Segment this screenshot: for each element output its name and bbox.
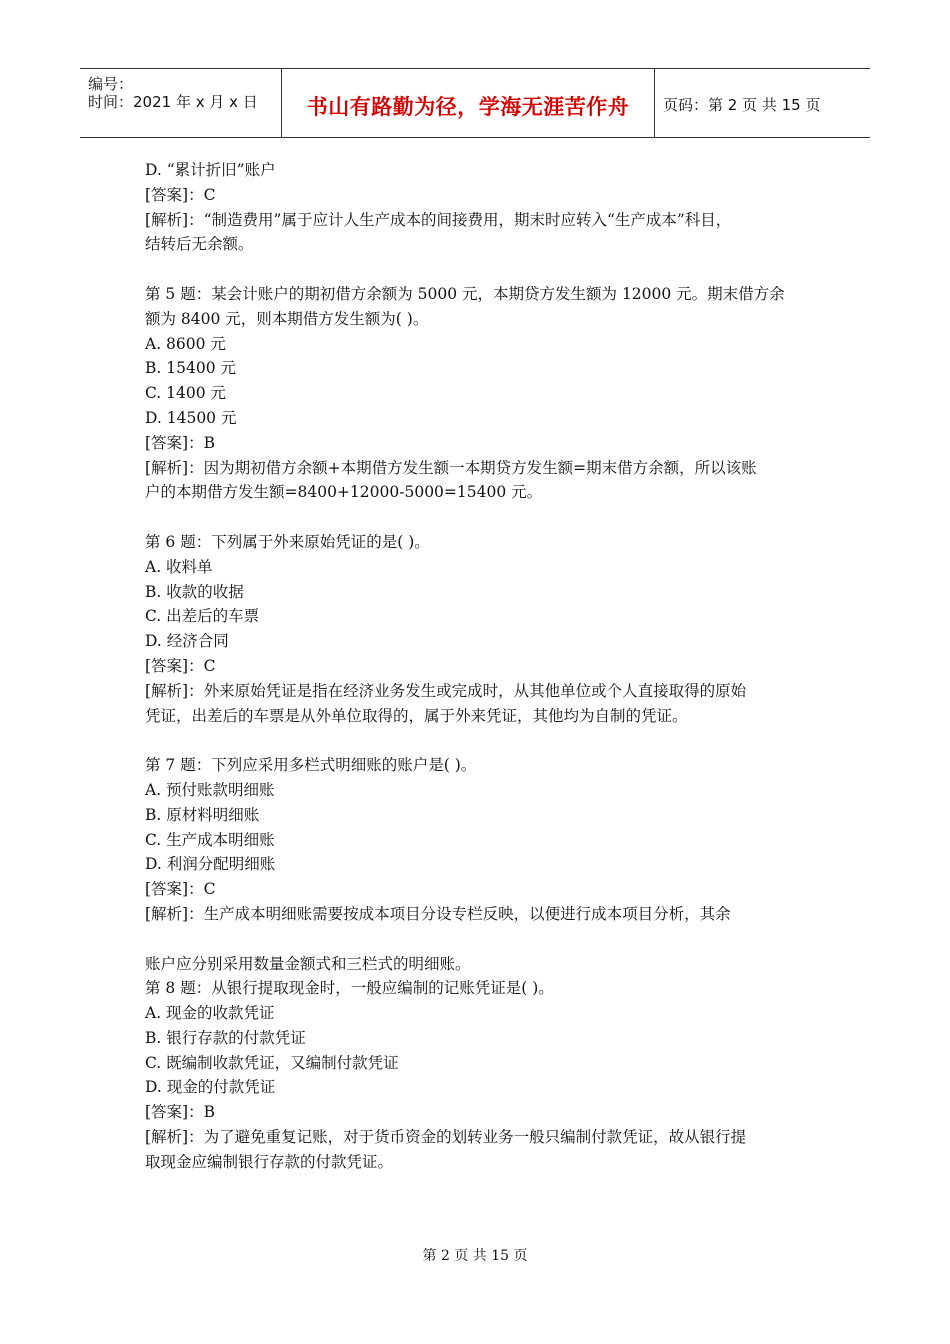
text-line: C. 既编制收款凭证，又编制付款凭证	[145, 1053, 399, 1072]
header-motto: 书山有路勤为径，学海无涯苦作舟	[306, 95, 630, 119]
text-line: 取现金应编制银行存款的付款凭证。	[145, 1152, 394, 1171]
text-line: [解析]：外来原始凭证是指在经济业务发生或完成时，从其他单位或个人直接取得的原始	[145, 681, 747, 700]
text-line: D. 利润分配明细账	[145, 855, 276, 874]
text-line: B. 原材料明细账	[145, 805, 260, 824]
page-footer: 第 2 页 共 15 页	[422, 1248, 528, 1264]
text-line: [解析]：“制造费用”属于应计人生产成本的间接费用，期末时应转入“生产成本”科目，	[145, 210, 732, 229]
text-line: D. 14500 元	[145, 408, 237, 427]
document-body	[145, 158, 825, 1175]
text-line: [解析]：生产成本明细账需要按成本项目分设专栏反映，以便进行成本项目分析，其余	[145, 904, 731, 923]
header-page-cell	[655, 69, 870, 137]
text-line: 额为 8400 元，则本期借方发生额为( )。	[145, 309, 429, 328]
text-line: 户的本期借方发生额=8400+12000-5000=15400 元。	[145, 483, 543, 502]
text-line: C. 出差后的车票	[145, 607, 260, 626]
header-page-number: 页码：第 2 页 共 15 页	[663, 96, 821, 114]
text-line: [答案]：C	[145, 880, 216, 899]
text-line: A. 收料单	[145, 557, 213, 576]
paragraph-gap	[145, 505, 825, 530]
paragraph-gap	[145, 728, 825, 753]
text-line: 第 5 题：某会计账户的期初借方余额为 5000 元，本期贷方发生额为 12000 元。期末借方余	[145, 284, 785, 303]
text-line: [答案]：C	[145, 185, 216, 204]
text-line: A. 现金的收款凭证	[145, 1004, 275, 1023]
text-line: A. 预付账款明细账	[145, 780, 275, 799]
text-line: [答案]：B	[145, 433, 215, 452]
text-line: D. 现金的付款凭证	[145, 1078, 276, 1097]
text-line: [答案]：C	[145, 656, 216, 675]
text-line: 凭证，出差后的车票是从外单位取得的，属于外来凭证，其他均为自制的凭证。	[145, 706, 688, 725]
text-line: B. 银行存款的付款凭证	[145, 1028, 306, 1047]
text-line: B. 收款的收据	[145, 582, 244, 601]
text-line: A. 8600 元	[145, 334, 226, 353]
text-line: D. 经济合同	[145, 632, 229, 651]
header-info-cell	[80, 69, 282, 137]
header-motto-cell	[282, 69, 655, 137]
text-line: [解析]：为了避免重复记账，对于货币资金的划转业务一般只编制付款凭证，故从银行提	[145, 1128, 747, 1147]
text-line: 结转后无余额。	[145, 235, 254, 254]
text-line: [答案]：B	[145, 1103, 215, 1122]
text-line: D. “累计折旧”账户	[145, 161, 276, 179]
text-line: 账户应分别采用数量金额式和三栏式的明细账。	[145, 954, 471, 973]
document-date-label: 时间：2021 年 x 月 x 日	[88, 93, 258, 111]
document-number-label: 编号：	[88, 75, 134, 93]
document-header	[80, 68, 870, 138]
text-line: C. 生产成本明细账	[145, 830, 275, 849]
paragraph-gap	[145, 927, 825, 952]
text-line: 第 8 题：从银行提取现金时，一般应编制的记账凭证是( )。	[145, 979, 554, 998]
text-line: [解析]：因为期初借方余额+本期借方发生额一本期贷方发生额=期末借方余额，所以该账	[145, 458, 757, 477]
paragraph-gap	[145, 257, 825, 282]
text-line: 第 6 题：下列属于外来原始凭证的是( )。	[145, 532, 430, 551]
text-line: 第 7 题：下列应采用多栏式明细账的账户是( )。	[145, 756, 477, 775]
text-line: B. 15400 元	[145, 359, 236, 378]
text-line: C. 1400 元	[145, 384, 227, 403]
